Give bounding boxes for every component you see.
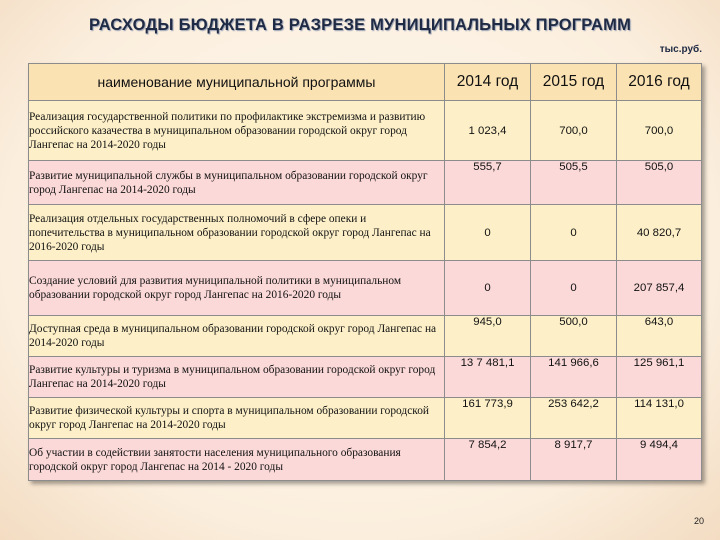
value-2016: 40 820,7 [617, 205, 702, 261]
program-name: Развитие культуры и туризма в муниципальном образовании городской округ город Лангепас на 2014-2020 годы [29, 357, 445, 398]
page-title: РАСХОДЫ БЮДЖЕТА В РАЗРЕЗЕ МУНИЦИПАЛЬНЫХ ПРОГРАММ [88, 16, 632, 34]
value-2015: 700,0 [531, 101, 617, 161]
program-name: Доступная среда в муниципальном образовании городской округ город Лангепас на 2014-2020 годы [29, 316, 445, 357]
program-name: Об участии в содействии занятости населения муниципального образования городской округ город Лангепас на 2014 - 2020 годы [29, 439, 445, 481]
value-2015: 141 966,6 [531, 357, 617, 398]
value-2014: 0 [445, 205, 531, 261]
value-2015: 500,0 [531, 316, 617, 357]
program-name: Реализация отдельных государственных полномочий в сфере опеки и попечительства в муниципальном образовании городской округ город Лангепас на 2016-2020 годы [29, 205, 445, 261]
table-header-row [29, 64, 702, 101]
value-2015: 0 [531, 205, 617, 261]
column-header-name: наименование муниципальной программы [29, 64, 445, 101]
table-row [29, 439, 702, 481]
value-2016: 505,0 [617, 161, 702, 205]
value-2014: 13 7 481,1 [445, 357, 531, 398]
table-row [29, 161, 702, 205]
value-2015: 8 917,7 [531, 439, 617, 481]
program-name: Реализация государственной политики по профилактике экстремизма и развитию российского казачества в муниципальном образовании городской округ город Лангепас на 2014-2020 годы [29, 101, 445, 161]
value-2014: 555,7 [445, 161, 531, 205]
budget-table [28, 63, 702, 481]
program-name: Развитие физической культуры и спорта в муниципальном образовании городской округ город Лангепас на 2014-2020 годы [29, 398, 445, 439]
value-2015: 0 [531, 261, 617, 316]
table-row [29, 205, 702, 261]
table-row [29, 357, 702, 398]
value-2016: 9 494,4 [617, 439, 702, 481]
value-2014: 161 773,9 [445, 398, 531, 439]
value-2016: 125 961,1 [617, 357, 702, 398]
table-row [29, 398, 702, 439]
value-2014: 1 023,4 [445, 101, 531, 161]
table-row [29, 101, 702, 161]
column-header-2014: 2014 год [445, 64, 531, 101]
unit-label: тыс.руб. [659, 44, 702, 55]
column-header-2016: 2016 год [617, 64, 702, 101]
program-name: Развитие муниципальной службы в муниципальном образовании городской округ город Лангепас на 2014-2020 годы [29, 161, 445, 205]
program-name: Создание условий для развития муниципальной политики в муниципальном образовании городской округ город Лангепас на 2016-2020 годы [29, 261, 445, 316]
value-2016: 643,0 [617, 316, 702, 357]
value-2016: 207 857,4 [617, 261, 702, 316]
value-2015: 253 642,2 [531, 398, 617, 439]
value-2015: 505,5 [531, 161, 617, 205]
page-number: 20 [693, 516, 704, 526]
table-row [29, 316, 702, 357]
value-2016: 700,0 [617, 101, 702, 161]
value-2014: 7 854,2 [445, 439, 531, 481]
table-row [29, 261, 702, 316]
value-2016: 114 131,0 [617, 398, 702, 439]
value-2014: 0 [445, 261, 531, 316]
value-2014: 945,0 [445, 316, 531, 357]
column-header-2015: 2015 год [531, 64, 617, 101]
